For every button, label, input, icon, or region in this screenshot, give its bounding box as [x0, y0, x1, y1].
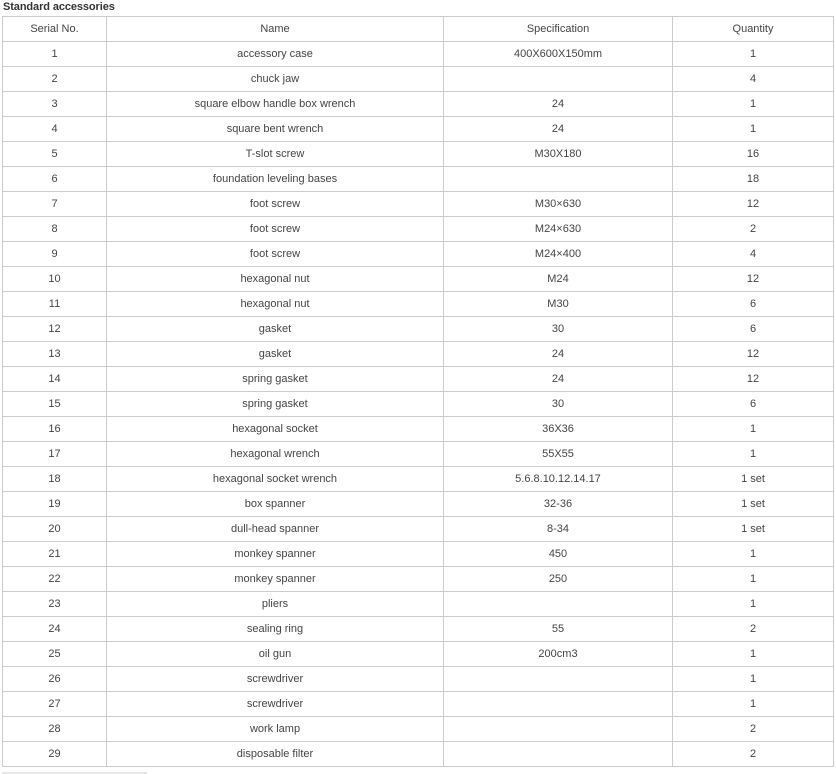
cell-quantity: 4 [673, 67, 834, 92]
cell-specification: 30 [444, 392, 673, 417]
cell-serial-no: 9 [3, 242, 107, 267]
table-row [3, 342, 834, 367]
cell-name: pliers [107, 592, 444, 617]
table-row [3, 317, 834, 342]
cell-specification: 55X55 [444, 442, 673, 467]
cell-quantity: 1 [673, 117, 834, 142]
cell-quantity: 1 [673, 667, 834, 692]
cell-name: foot screw [107, 192, 444, 217]
table-row [3, 667, 834, 692]
cell-specification: 24 [444, 342, 673, 367]
cell-quantity: 6 [673, 317, 834, 342]
cell-serial-no: 3 [3, 92, 107, 117]
table-row [3, 192, 834, 217]
table-row [3, 492, 834, 517]
header-serial-no: Serial No. [3, 17, 107, 42]
cell-quantity: 1 [673, 592, 834, 617]
cell-name: box spanner [107, 492, 444, 517]
table-row [3, 117, 834, 142]
cell-serial-no: 23 [3, 592, 107, 617]
header-name: Name [107, 17, 444, 42]
cell-specification [444, 592, 673, 617]
cell-name: gasket [107, 317, 444, 342]
cell-name: hexagonal nut [107, 292, 444, 317]
table-row [3, 692, 834, 717]
cell-specification [444, 692, 673, 717]
cell-specification: 24 [444, 92, 673, 117]
cell-name: screwdriver [107, 667, 444, 692]
cell-name: sealing ring [107, 617, 444, 642]
cell-name: foundation leveling bases [107, 167, 444, 192]
cell-serial-no: 8 [3, 217, 107, 242]
cell-name: square bent wrench [107, 117, 444, 142]
table-row [3, 617, 834, 642]
table-row [3, 42, 834, 67]
table-row [3, 367, 834, 392]
cell-name: accessory case [107, 42, 444, 67]
cell-specification: M30X180 [444, 142, 673, 167]
table-title: Standard accessories [3, 1, 115, 13]
cell-specification: 5.6.8.10.12.14.17 [444, 467, 673, 492]
header-specification: Specification [444, 17, 673, 42]
cell-quantity: 1 set [673, 492, 834, 517]
cell-name: T-slot screw [107, 142, 444, 167]
cell-serial-no: 18 [3, 467, 107, 492]
cell-name: spring gasket [107, 392, 444, 417]
cell-name: dull-head spanner [107, 517, 444, 542]
cell-specification [444, 667, 673, 692]
cell-serial-no: 20 [3, 517, 107, 542]
cell-specification: 30 [444, 317, 673, 342]
cell-quantity: 2 [673, 717, 834, 742]
header-quantity: Quantity [673, 17, 834, 42]
cell-specification [444, 742, 673, 767]
cell-specification: 400X600X150mm [444, 42, 673, 67]
cell-serial-no: 27 [3, 692, 107, 717]
table-row [3, 642, 834, 667]
cell-quantity: 12 [673, 192, 834, 217]
table-row [3, 442, 834, 467]
cell-name: work lamp [107, 717, 444, 742]
table-header-row [3, 17, 834, 42]
cell-serial-no: 4 [3, 117, 107, 142]
cell-name: hexagonal socket wrench [107, 467, 444, 492]
cell-serial-no: 13 [3, 342, 107, 367]
cell-quantity: 1 [673, 442, 834, 467]
cell-specification [444, 67, 673, 92]
cell-specification: 24 [444, 367, 673, 392]
cell-serial-no: 29 [3, 742, 107, 767]
cell-serial-no: 1 [3, 42, 107, 67]
cell-specification [444, 717, 673, 742]
cell-name: hexagonal socket [107, 417, 444, 442]
cell-quantity: 16 [673, 142, 834, 167]
cell-quantity: 12 [673, 367, 834, 392]
cell-serial-no: 15 [3, 392, 107, 417]
cell-quantity: 4 [673, 242, 834, 267]
table-row [3, 217, 834, 242]
cell-serial-no: 24 [3, 617, 107, 642]
cell-quantity: 2 [673, 617, 834, 642]
table-row [3, 417, 834, 442]
cell-name: gasket [107, 342, 444, 367]
table-row [3, 92, 834, 117]
cell-name: spring gasket [107, 367, 444, 392]
cell-serial-no: 6 [3, 167, 107, 192]
cell-serial-no: 25 [3, 642, 107, 667]
table-row [3, 242, 834, 267]
cell-specification: 200cm3 [444, 642, 673, 667]
cell-name: hexagonal wrench [107, 442, 444, 467]
cell-serial-no: 10 [3, 267, 107, 292]
cell-serial-no: 12 [3, 317, 107, 342]
table-row [3, 467, 834, 492]
cell-quantity: 1 [673, 417, 834, 442]
cell-quantity: 1 [673, 567, 834, 592]
table-row [3, 292, 834, 317]
cell-serial-no: 19 [3, 492, 107, 517]
cell-name: hexagonal nut [107, 267, 444, 292]
cell-serial-no: 17 [3, 442, 107, 467]
table-row [3, 392, 834, 417]
cell-specification: M24×630 [444, 217, 673, 242]
table-row [3, 142, 834, 167]
cell-quantity: 2 [673, 217, 834, 242]
cell-quantity: 1 [673, 42, 834, 67]
cell-specification: M30 [444, 292, 673, 317]
cell-quantity: 1 [673, 692, 834, 717]
cell-specification: 450 [444, 542, 673, 567]
table-row [3, 567, 834, 592]
cell-quantity: 6 [673, 392, 834, 417]
cell-specification: 32-36 [444, 492, 673, 517]
cell-serial-no: 5 [3, 142, 107, 167]
cell-name: chuck jaw [107, 67, 444, 92]
cell-specification: 8-34 [444, 517, 673, 542]
cell-specification: M30×630 [444, 192, 673, 217]
table-row [3, 67, 834, 92]
cell-quantity: 2 [673, 742, 834, 767]
cell-quantity: 12 [673, 342, 834, 367]
cell-serial-no: 11 [3, 292, 107, 317]
table-row [3, 742, 834, 767]
cell-quantity: 1 set [673, 467, 834, 492]
cell-name: monkey spanner [107, 567, 444, 592]
cell-serial-no: 22 [3, 567, 107, 592]
cell-quantity: 6 [673, 292, 834, 317]
table-row [3, 592, 834, 617]
cell-name: screwdriver [107, 692, 444, 717]
cell-serial-no: 21 [3, 542, 107, 567]
table-row [3, 542, 834, 567]
cell-specification: M24 [444, 267, 673, 292]
table-row [3, 267, 834, 292]
cell-name: foot screw [107, 217, 444, 242]
cell-specification: 24 [444, 117, 673, 142]
table-row [3, 717, 834, 742]
cell-quantity: 1 [673, 92, 834, 117]
cell-name: foot screw [107, 242, 444, 267]
table-row [3, 517, 834, 542]
accessories-table [2, 16, 834, 767]
cell-quantity: 18 [673, 167, 834, 192]
cell-quantity: 1 [673, 642, 834, 667]
table-row [3, 167, 834, 192]
cell-specification: 55 [444, 617, 673, 642]
cell-quantity: 12 [673, 267, 834, 292]
cell-serial-no: 16 [3, 417, 107, 442]
cell-serial-no: 2 [3, 67, 107, 92]
cell-name: monkey spanner [107, 542, 444, 567]
cell-serial-no: 26 [3, 667, 107, 692]
cell-quantity: 1 [673, 542, 834, 567]
cell-name: disposable filter [107, 742, 444, 767]
cell-serial-no: 14 [3, 367, 107, 392]
cell-quantity: 1 set [673, 517, 834, 542]
cell-specification: 36X36 [444, 417, 673, 442]
cell-name: square elbow handle box wrench [107, 92, 444, 117]
cell-name: oil gun [107, 642, 444, 667]
cell-specification: 250 [444, 567, 673, 592]
cell-specification [444, 167, 673, 192]
cell-serial-no: 7 [3, 192, 107, 217]
cell-specification: M24×400 [444, 242, 673, 267]
cell-serial-no: 28 [3, 717, 107, 742]
